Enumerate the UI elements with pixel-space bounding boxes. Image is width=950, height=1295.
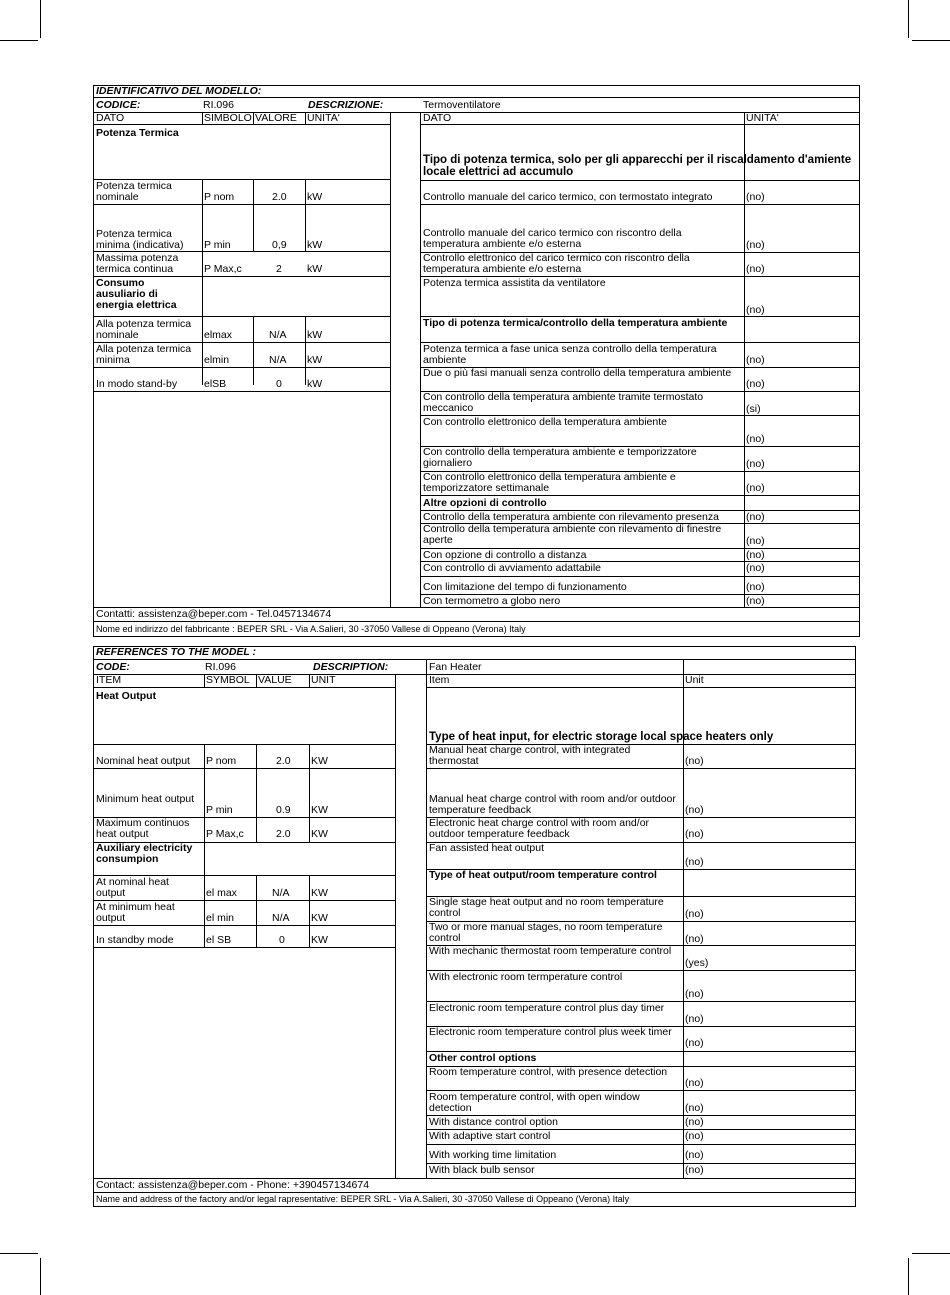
- section-tipo-potenza: Tipo di potenza termica, solo per gli apparecchi per il riscaldamento d'amiente locale elettrici ad accumulo: [423, 154, 852, 178]
- code-value: RI.096: [205, 661, 236, 673]
- row-symbol: P min: [206, 804, 233, 816]
- code-label: CODICE:: [96, 99, 141, 111]
- row-value: (no): [685, 908, 704, 920]
- row-symbol: P Max,c: [204, 263, 242, 275]
- row-label: At nominal heat output: [96, 876, 169, 899]
- section-potenza-termica: Potenza Termica: [96, 127, 179, 139]
- crop-mark: [912, 40, 950, 41]
- row-unit: KW: [311, 804, 328, 816]
- row-label: Fan assisted heat output: [429, 842, 544, 854]
- row-value: 2.0: [276, 755, 291, 767]
- contact-line: Contatti: assistenza@beper.com - Tel.0457134674: [96, 608, 332, 620]
- row-unit: KW: [311, 755, 328, 767]
- crop-mark: [40, 1258, 41, 1295]
- row-unit: kW: [307, 263, 323, 275]
- code-label: CODE:: [96, 661, 130, 673]
- row-value: (yes): [685, 957, 709, 969]
- row-symbol: el max: [206, 887, 237, 899]
- section-altre-opzioni: Altre opzioni di controllo: [423, 497, 547, 509]
- description-value: Fan Heater: [429, 661, 482, 673]
- row-unit: KW: [311, 887, 328, 899]
- row-symbol: el SB: [206, 934, 232, 946]
- row-value: (no): [746, 354, 765, 366]
- row-value: (no): [746, 535, 765, 547]
- col-dato: DATO: [96, 112, 125, 124]
- section-other-control: Other control options: [429, 1052, 537, 1064]
- row-value: (no): [746, 595, 765, 607]
- row-value: (no): [746, 482, 765, 494]
- row-symbol: P nom: [206, 755, 237, 767]
- row-value: (no): [685, 755, 704, 767]
- row-label: In modo stand-by: [96, 378, 178, 390]
- row-value: 0: [279, 934, 285, 946]
- col-item: ITEM: [96, 674, 122, 686]
- row-value: (no): [685, 1037, 704, 1049]
- row-label: Potenza termica a fase unica senza controllo della temperatura ambiente: [423, 343, 717, 366]
- row-label: Single stage heat output and no room temperature control: [429, 896, 664, 919]
- row-value: N/A: [272, 887, 290, 899]
- row-label: Room temperature control, with open window detection: [429, 1091, 640, 1114]
- row-value: (no): [685, 988, 704, 1000]
- row-label: Controllo della temperatura ambiente con rilevamento presenza: [423, 511, 719, 523]
- row-label: Nominal heat output: [96, 755, 190, 767]
- row-label: In standby mode: [96, 934, 174, 946]
- row-value: (no): [746, 562, 765, 574]
- description-label: DESCRIZIONE:: [308, 99, 384, 111]
- section-type-heat-input: Type of heat input, for electric storage local space heaters only: [429, 731, 774, 743]
- row-symbol: elSB: [204, 378, 227, 390]
- row-symbol: P nom: [204, 191, 235, 203]
- row-value: 2: [276, 263, 282, 275]
- model-id-title: IDENTIFICATIVO DEL MODELLO:: [96, 85, 262, 97]
- col-symbol: SYMBOL: [206, 674, 250, 686]
- crop-mark: [0, 40, 38, 41]
- row-value: (no): [746, 433, 765, 445]
- row-value: (no): [685, 1130, 704, 1142]
- row-value: 0,9: [272, 239, 287, 251]
- row-label: Potenza termica assistita da ventilatore: [423, 277, 606, 289]
- row-label: Maximum continuos heat output: [96, 817, 190, 840]
- row-unit: kW: [307, 191, 323, 203]
- row-value: N/A: [272, 912, 290, 924]
- row-unit: kW: [307, 378, 323, 390]
- row-value: (si): [746, 403, 761, 415]
- row-value: (no): [746, 581, 765, 593]
- manufacturer-address: Nome ed indirizzo del fabbricante : BEPER SRL - Via A.Salieri, 30 -37050 Vallese di Oppeano (Verona) Italy: [96, 624, 526, 634]
- row-label: Massima potenza termica continua: [96, 252, 179, 275]
- code-value: RI.096: [203, 99, 234, 111]
- row-unit: KW: [311, 828, 328, 840]
- row-label: Due o più fasi manuali senza controllo della temperatura ambiente: [423, 367, 732, 379]
- row-value: (no): [685, 1116, 704, 1128]
- row-value: (no): [685, 804, 704, 816]
- row-label: With distance control option: [429, 1116, 558, 1128]
- crop-mark: [0, 1253, 38, 1254]
- crop-mark: [908, 0, 909, 38]
- crop-mark: [908, 1258, 909, 1295]
- row-value: (no): [746, 511, 765, 523]
- row-label: Con controllo elettronico della temperatura ambiente e temporizzatore settimanale: [423, 471, 676, 494]
- row-label: Con controllo della temperatura ambiente tramite termostato meccanico: [423, 391, 704, 414]
- english-data-sheet: [93, 646, 856, 1207]
- row-label: Controllo manuale del carico termico, con termostato integrato: [423, 191, 713, 203]
- row-value: (no): [746, 304, 765, 316]
- row-value: (no): [685, 1013, 704, 1025]
- row-value: (no): [685, 1102, 704, 1114]
- col-valore: VALORE: [255, 112, 297, 124]
- row-value: (no): [685, 1164, 704, 1176]
- row-value: (no): [746, 378, 765, 390]
- row-label: Controllo della temperatura ambiente con rilevamento di finestre aperte: [423, 523, 722, 546]
- row-symbol: elmax: [204, 329, 233, 341]
- row-value: 0.9: [276, 804, 291, 816]
- row-symbol: elmin: [204, 354, 230, 366]
- row-label: At minimum heat output: [96, 901, 175, 924]
- col-item-right: Item: [429, 674, 450, 686]
- col-simbolo: SIMBOLO: [204, 112, 252, 124]
- row-value: 2.0: [272, 191, 287, 203]
- row-value: (no): [746, 549, 765, 561]
- row-symbol: el min: [206, 912, 235, 924]
- contact-line: Contact: assistenza@beper.com - Phone: +390457134674: [96, 1179, 370, 1191]
- row-label: Alla potenza termica minima: [96, 343, 192, 366]
- row-label: With black bulb sensor: [429, 1164, 535, 1176]
- model-reference-title: REFERENCES TO THE MODEL :: [96, 646, 257, 658]
- section-tipo-controllo: Tipo di potenza termica/controllo della temperatura ambiente: [423, 317, 728, 329]
- row-label: Two or more manual stages, no room temperature control: [429, 921, 663, 944]
- col-value: VALUE: [258, 674, 292, 686]
- row-value: 2.0: [276, 828, 291, 840]
- row-label: Con limitazione del tempo di funzionamento: [423, 581, 627, 593]
- row-unit: KW: [311, 912, 328, 924]
- description-value: Termoventilatore: [423, 99, 501, 111]
- col-unita: UNITA': [307, 112, 340, 124]
- row-value: (no): [685, 828, 704, 840]
- row-value: (no): [685, 933, 704, 945]
- row-label: With working time limitation: [429, 1149, 557, 1161]
- crop-mark: [912, 1253, 950, 1254]
- row-label: Manual heat charge control with room and/or outdoor temperature feedback: [429, 793, 676, 816]
- row-label: Minimum heat output: [96, 793, 195, 805]
- row-value: (no): [746, 458, 765, 470]
- row-label: Con controllo della temperatura ambiente e temporizzatore giornaliero: [423, 446, 697, 469]
- row-unit: kW: [307, 329, 323, 341]
- row-symbol: P Max,c: [206, 828, 244, 840]
- row-unit: KW: [311, 934, 328, 946]
- row-value: (no): [685, 856, 704, 868]
- row-label: Controllo elettronico del carico termico con riscontro della temperatura ambiente e/o esterna: [423, 252, 690, 275]
- col-unita-right: UNITA': [746, 112, 779, 124]
- row-label: Con controllo elettronico della temperatura ambiente: [423, 416, 667, 428]
- row-label: With mechanic thermostat room temperature control: [429, 945, 672, 957]
- row-value: 0: [276, 378, 282, 390]
- italian-data-sheet: [93, 85, 860, 637]
- row-label: Con controllo di avviamento adattabile: [423, 562, 602, 574]
- row-value: (no): [746, 263, 765, 275]
- row-label: With adaptive start control: [429, 1130, 551, 1142]
- row-symbol: P min: [204, 239, 231, 251]
- row-unit: kW: [307, 239, 323, 251]
- row-label: Alla potenza termica nominale: [96, 318, 192, 341]
- col-dato-right: DATO: [423, 112, 452, 124]
- description-label: DESCRIPTION:: [313, 661, 389, 673]
- row-value: N/A: [269, 354, 287, 366]
- row-unit: kW: [307, 354, 323, 366]
- row-label: With electronic room termperature control: [429, 971, 623, 983]
- row-label: Room temperature control, with presence detection: [429, 1066, 668, 1078]
- section-auxiliary-consumption: Auxiliary electricity consumpion: [96, 842, 193, 865]
- row-value: (no): [746, 191, 765, 203]
- section-consumo-ausiliario: Consumo ausuliario di energia elettrica: [96, 277, 177, 311]
- row-label: Electronic room temperature control plus day timer: [429, 1002, 665, 1014]
- row-label: Controllo manuale del carico termico con riscontro della temperatura ambiente e/o esterna: [423, 227, 682, 250]
- row-label: Potenza termica minima (indicativa): [96, 228, 184, 251]
- manufacturer-address: Name and address of the factory and/or legal rapresentative: BEPER SRL - Via A.Salieri, 30 -37050 Vallese di Oppeano (Verona) Italy: [96, 1194, 630, 1204]
- row-label: Electronic room temperature control plus week timer: [429, 1026, 672, 1038]
- row-value: (no): [746, 239, 765, 251]
- section-heat-output: Heat Output: [96, 690, 157, 702]
- row-label: Con opzione di controllo a distanza: [423, 549, 587, 561]
- row-value: (no): [685, 1077, 704, 1089]
- row-value: N/A: [269, 329, 287, 341]
- section-type-heat-output: Type of heat output/room temperature control: [429, 869, 657, 881]
- row-label: Con termometro a globo nero: [423, 595, 561, 607]
- row-value: (no): [685, 1149, 704, 1161]
- row-label: Electronic heat charge control with room and/or outdoor temperature feedback: [429, 817, 650, 840]
- row-label: Potenza termica nominale: [96, 180, 172, 203]
- col-unit-right: Unit: [685, 674, 704, 686]
- crop-mark: [40, 0, 41, 38]
- row-label: Manual heat charge control, with integrated thermostat: [429, 744, 631, 767]
- col-unit: UNIT: [311, 674, 336, 686]
